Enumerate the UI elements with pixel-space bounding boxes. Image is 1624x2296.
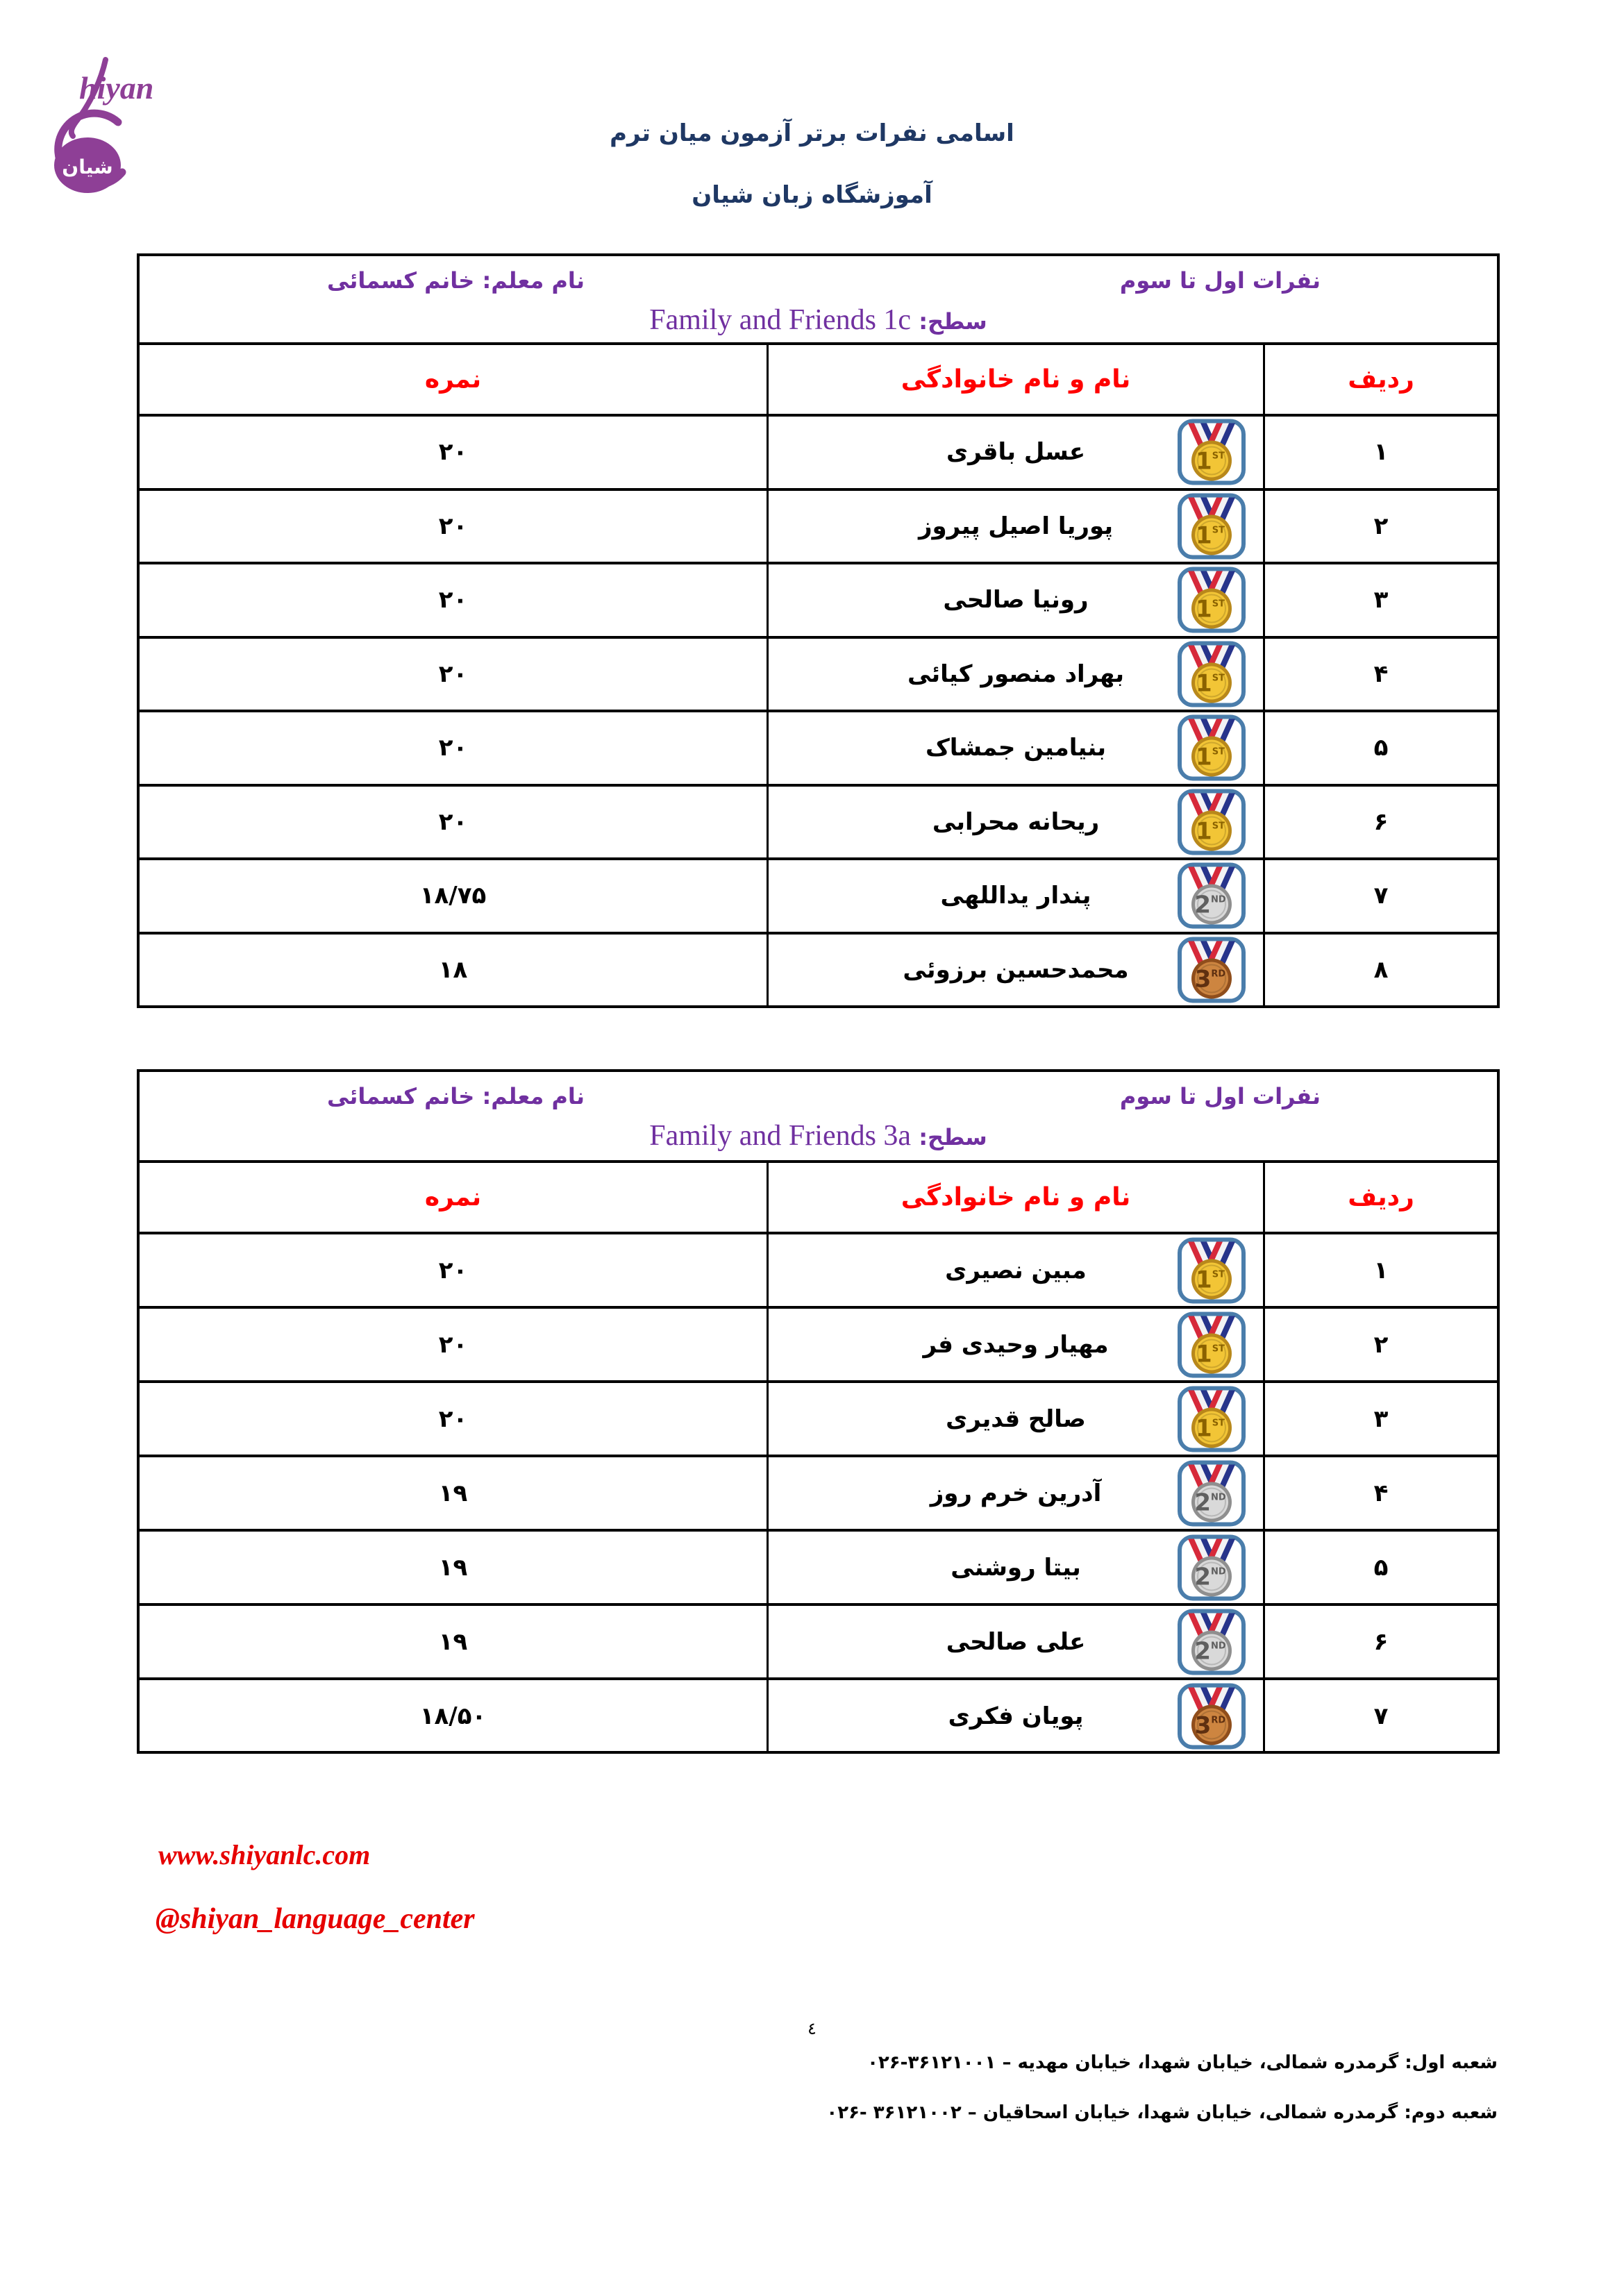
medal-icon (1177, 862, 1246, 930)
rank-cell (1263, 1606, 1497, 1677)
rank-cell (1263, 1532, 1497, 1603)
rank-value: ۱ (1373, 1256, 1389, 1284)
medal-icon (1177, 714, 1246, 782)
student-name: آدرین خرم روز (930, 1479, 1102, 1507)
student-name: صالح قدیری (946, 1405, 1086, 1433)
branch-1-address (867, 2052, 1498, 2073)
rank-value: ۴ (1373, 1479, 1389, 1507)
logo-persian-text: شیان (62, 156, 113, 178)
name-cell (767, 787, 1263, 858)
page-title: اسامی نفرات برتر آزمون میان ترم (610, 119, 1014, 147)
score-header-cell (140, 1163, 767, 1232)
branch-2-address (826, 2102, 1498, 2123)
score-value: ۱۹ (438, 1553, 468, 1582)
medal-icon (1177, 1608, 1246, 1675)
teacher-name: نام معلم: خانم کسمائی (327, 1083, 585, 1109)
rank-value: ۸ (1373, 955, 1389, 984)
score-cell (140, 491, 767, 562)
page-subtitle: آموزشگاه زبان شیان (692, 181, 932, 209)
svg-text:3RD: 3RD (1194, 965, 1226, 994)
table-row (140, 1677, 1497, 1752)
branch-2-text: شعبه دوم: گرمدره شمالی، خیابان شهدا، خیابان اسحاقیان – (961, 2102, 1498, 2123)
medal-icon (1177, 419, 1246, 486)
rank-column-header: ردیف (1348, 365, 1414, 394)
score-cell (140, 1457, 767, 1529)
rank-header-cell (1263, 345, 1497, 414)
branch-1-text: شعبه اول: گرمدره شمالی، خیابان شهدا، خیابان مهدیه – (996, 2052, 1498, 2073)
social-handle: @shiyan_language_center (156, 1903, 475, 1935)
rank-note: نفرات اول تا سوم (1119, 267, 1321, 294)
score-value: ۲۰ (438, 512, 468, 540)
table-row (140, 1603, 1497, 1677)
name-column-header: نام و نام خانوادگی (901, 1183, 1131, 1212)
table-row (140, 636, 1497, 710)
rank-cell (1263, 491, 1497, 562)
name-cell (767, 860, 1263, 932)
svg-text:2ND: 2ND (1194, 1563, 1226, 1591)
name-cell (767, 564, 1263, 636)
rank-value: ۴ (1373, 660, 1389, 688)
score-value: ۱۹ (438, 1627, 468, 1656)
website-link: www.shiyanlc.com (158, 1839, 371, 1870)
table-row (140, 1306, 1497, 1380)
rank-cell (1263, 564, 1497, 636)
table-row (140, 488, 1497, 562)
svg-text:1ST: 1ST (1196, 447, 1225, 476)
score-value: ۱۸/۵۰ (419, 1702, 487, 1730)
svg-text:2ND: 2ND (1194, 1489, 1226, 1516)
svg-text:1ST: 1ST (1196, 669, 1225, 698)
level-value: Family and Friends 1c (649, 304, 912, 336)
student-name: مهیار وحیدی فر (923, 1330, 1109, 1359)
rank-value: ۳ (1373, 1405, 1389, 1433)
score-column-header: نمره (424, 365, 482, 394)
svg-text:3RD: 3RD (1194, 1711, 1226, 1739)
student-name: پویان فکری (948, 1702, 1084, 1730)
score-cell (140, 1532, 767, 1603)
svg-text:1ST: 1ST (1196, 1414, 1225, 1442)
rank-cell (1263, 639, 1497, 710)
name-cell (767, 417, 1263, 488)
name-cell (767, 935, 1263, 1006)
name-cell (767, 712, 1263, 784)
name-cell (767, 491, 1263, 562)
rank-value: ۵ (1373, 734, 1389, 762)
rank-value: ۱ (1373, 438, 1389, 467)
name-header-cell (767, 345, 1263, 414)
student-name: مبین نصیری (945, 1256, 1087, 1284)
table-row (140, 1232, 1497, 1306)
rank-column-header: ردیف (1348, 1183, 1414, 1212)
medal-icon (1177, 788, 1246, 855)
rank-note: نفرات اول تا سوم (1119, 1083, 1321, 1109)
table-row (140, 562, 1497, 636)
student-name: بنیامین جمشاک (925, 734, 1107, 762)
table-row (140, 1455, 1497, 1529)
student-name: پندار یداللهی (940, 882, 1091, 910)
medal-icon (1177, 1237, 1246, 1304)
score-value: ۱۸ (438, 955, 468, 984)
rank-value: ۶ (1373, 1627, 1389, 1656)
score-value: ۲۰ (438, 1256, 468, 1284)
name-cell (767, 1457, 1263, 1529)
name-cell (767, 1234, 1263, 1306)
table-row (140, 857, 1497, 932)
score-value: ۲۰ (438, 807, 468, 836)
table-row (140, 932, 1497, 1006)
name-cell (767, 639, 1263, 710)
rank-value: ۵ (1373, 1553, 1389, 1582)
medal-icon (1177, 492, 1246, 560)
branch-2-phone: ۰۲۶- ۳۶۱۲۱۰۰۲ (826, 2102, 962, 2123)
branch-1-phone: ۰۲۶-۳۶۱۲۱۰۰۱ (867, 2052, 996, 2073)
rank-value: ۳ (1373, 586, 1389, 614)
table-row (140, 414, 1497, 488)
table-row (140, 1380, 1497, 1455)
level-label: سطح: (919, 308, 987, 335)
table-row (140, 710, 1497, 784)
rank-value: ۲ (1373, 1330, 1389, 1359)
student-name: بهراد منصور کیائی (907, 660, 1125, 688)
medal-icon (1177, 1459, 1246, 1527)
medal-icon (1177, 1534, 1246, 1601)
svg-text:1ST: 1ST (1196, 521, 1225, 550)
svg-text:1ST: 1ST (1196, 1340, 1225, 1368)
column-header-row (140, 342, 1497, 414)
rank-cell (1263, 860, 1497, 932)
score-cell (140, 1606, 767, 1677)
score-cell (140, 712, 767, 784)
svg-text:1ST: 1ST (1196, 743, 1225, 771)
student-name: بیتا روشنی (951, 1553, 1081, 1582)
name-cell (767, 1680, 1263, 1752)
svg-text:1ST: 1ST (1196, 1266, 1225, 1293)
name-header-cell (767, 1163, 1263, 1232)
medal-icon (1177, 640, 1246, 707)
rank-cell (1263, 1309, 1497, 1380)
student-name: عسل باقری (946, 438, 1086, 467)
rank-cell (1263, 1457, 1497, 1529)
score-value: ۱۹ (438, 1479, 468, 1507)
table-2-header (140, 1072, 1497, 1160)
score-cell (140, 1680, 767, 1752)
score-value: ۱۸/۷۵ (419, 882, 487, 910)
teacher-name: نام معلم: خانم کسمائی (327, 267, 585, 294)
name-cell (767, 1309, 1263, 1380)
level-value: Family and Friends 3a (649, 1120, 912, 1152)
svg-text:2ND: 2ND (1194, 1637, 1226, 1665)
score-header-cell (140, 345, 767, 414)
rank-cell (1263, 417, 1497, 488)
logo-latin-text: hiyan (79, 70, 154, 106)
score-value: ۲۰ (438, 1405, 468, 1433)
rank-value: ۷ (1373, 1702, 1389, 1730)
level-label: سطح: (919, 1124, 987, 1150)
name-cell (767, 1532, 1263, 1603)
score-column-header: نمره (424, 1183, 482, 1212)
medal-icon (1177, 1385, 1246, 1452)
student-name: محمدحسین برزوئی (903, 955, 1129, 984)
score-cell (140, 564, 767, 636)
score-value: ۲۰ (438, 586, 468, 614)
medal-icon (1177, 1311, 1246, 1378)
column-header-row (140, 1160, 1497, 1232)
level-line (140, 1118, 1497, 1155)
student-name: رونیا صالحی (943, 586, 1089, 614)
rank-value: ۲ (1373, 512, 1389, 540)
score-value: ۲۰ (438, 734, 468, 762)
rank-cell (1263, 712, 1497, 784)
name-cell (767, 1383, 1263, 1455)
rank-cell (1263, 1680, 1497, 1752)
score-cell (140, 860, 767, 932)
score-cell (140, 417, 767, 488)
rank-cell (1263, 787, 1497, 858)
svg-text:1ST: 1ST (1196, 817, 1225, 846)
rank-cell (1263, 935, 1497, 1006)
table-row (140, 1529, 1497, 1603)
results-table-1 (137, 253, 1500, 1008)
score-cell (140, 787, 767, 858)
medal-icon (1177, 936, 1246, 1003)
student-name: علی صالحی (946, 1627, 1086, 1656)
results-table-2 (137, 1069, 1500, 1754)
score-cell (140, 935, 767, 1006)
name-column-header: نام و نام خانوادگی (901, 365, 1131, 394)
rank-cell (1263, 1234, 1497, 1306)
svg-text:2ND: 2ND (1194, 891, 1226, 919)
medal-icon (1177, 567, 1246, 634)
level-line (140, 302, 1497, 340)
score-value: ۲۰ (438, 660, 468, 688)
svg-text:1ST: 1ST (1196, 595, 1225, 623)
score-cell (140, 1309, 767, 1380)
score-value: ۲۰ (438, 1330, 468, 1359)
table-1-header (140, 256, 1497, 342)
rank-header-cell (1263, 1163, 1497, 1232)
page-number: ٤ (807, 2019, 817, 2038)
score-cell (140, 1234, 767, 1306)
rank-cell (1263, 1383, 1497, 1455)
rank-value: ۶ (1373, 807, 1389, 836)
name-cell (767, 1606, 1263, 1677)
student-name: ریحانه محرابی (932, 807, 1100, 836)
rank-value: ۷ (1373, 882, 1389, 910)
table-row (140, 784, 1497, 858)
score-cell (140, 639, 767, 710)
student-name: پوریا اصیل پیروز (918, 512, 1114, 540)
score-cell (140, 1383, 767, 1455)
medal-icon (1177, 1682, 1246, 1750)
score-value: ۲۰ (438, 438, 468, 467)
